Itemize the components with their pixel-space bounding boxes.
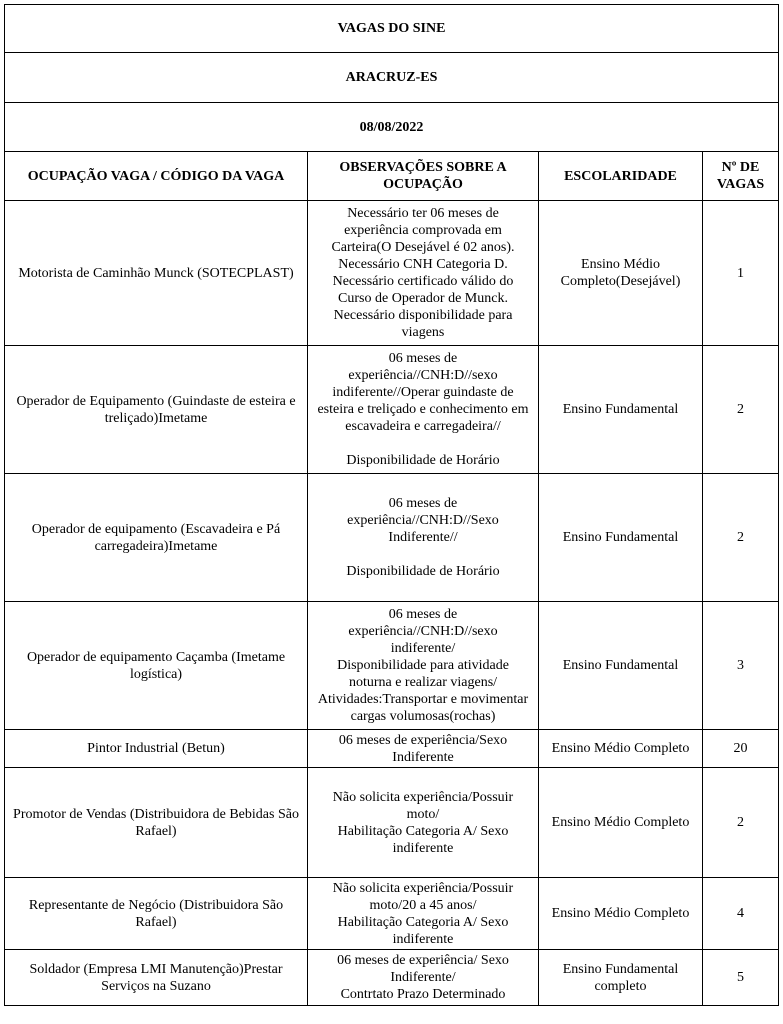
education-cell: Ensino Médio Completo	[539, 878, 703, 950]
table-row	[5, 602, 779, 730]
sheet-title: VAGAS DO SINE	[5, 5, 779, 53]
notes-cell: Não solicita experiência/Possuir moto/ Habilitação Categoria A/ Sexo indiferente	[308, 768, 539, 878]
education-cell: Ensino Fundamental	[539, 602, 703, 730]
job-vacancies-table	[4, 4, 779, 1006]
occupation-cell: Motorista de Caminhão Munck (SOTECPLAST)	[5, 201, 308, 346]
table-row	[5, 346, 779, 474]
table-row	[5, 730, 779, 768]
count-cell: 2	[703, 768, 779, 878]
date-heading: 08/08/2022	[5, 103, 779, 152]
count-cell: 2	[703, 474, 779, 602]
notes-cell: 06 meses de experiência//CNH:D//sexo indiferente/ Disponibilidade para atividade noturna e realizar viagens/ Atividades:Transportar e movimentar cargas volumosas(rochas)	[308, 602, 539, 730]
notes-cell: 06 meses de experiência//CNH:D//Sexo Indiferente// Disponibilidade de Horário	[308, 474, 539, 602]
occupation-cell: Soldador (Empresa LMI Manutenção)Prestar Serviços na Suzano	[5, 950, 308, 1006]
count-cell: 20	[703, 730, 779, 768]
notes-cell: 06 meses de experiência/Sexo Indiferente	[308, 730, 539, 768]
education-cell: Ensino Médio Completo	[539, 730, 703, 768]
education-cell: Ensino Médio Completo(Desejável)	[539, 201, 703, 346]
education-cell: Ensino Fundamental	[539, 474, 703, 602]
occupation-cell: Operador de equipamento (Escavadeira e Pá carregadeira)Imetame	[5, 474, 308, 602]
education-cell: Ensino Médio Completo	[539, 768, 703, 878]
header-education: ESCOLARIDADE	[539, 152, 703, 201]
education-cell: Ensino Fundamental	[539, 346, 703, 474]
table-row	[5, 950, 779, 1006]
header-occupation: OCUPAÇÃO VAGA / CÓDIGO DA VAGA	[5, 152, 308, 201]
notes-cell: 06 meses de experiência//CNH:D//sexo indiferente//Operar guindaste de esteira e treliçado e conhecimento em escavadeira e carregadeira// Disponibilidade de Horário	[308, 346, 539, 474]
header-count: Nº DE VAGAS	[703, 152, 779, 201]
city-heading: ARACRUZ-ES	[5, 53, 779, 103]
header-notes: OBSERVAÇÕES SOBRE A OCUPAÇÃO	[308, 152, 539, 201]
occupation-cell: Representante de Negócio (Distribuidora São Rafael)	[5, 878, 308, 950]
notes-cell: 06 meses de experiência/ Sexo Indiferente/ Contrtato Prazo Determinado	[308, 950, 539, 1006]
table-row	[5, 474, 779, 602]
occupation-cell: Operador de Equipamento (Guindaste de esteira e treliçado)Imetame	[5, 346, 308, 474]
count-cell: 1	[703, 201, 779, 346]
table-row	[5, 768, 779, 878]
notes-cell: Necessário ter 06 meses de experiência comprovada em Carteira(O Desejável é 02 anos). Necessário CNH Categoria D. Necessário certificado válido do Curso de Operador de Munck. Necessário disponibilidade para viagens	[308, 201, 539, 346]
count-cell: 3	[703, 602, 779, 730]
count-cell: 5	[703, 950, 779, 1006]
table-row	[5, 201, 779, 346]
count-cell: 4	[703, 878, 779, 950]
occupation-cell: Operador de equipamento Caçamba (Imetame logística)	[5, 602, 308, 730]
table-row	[5, 878, 779, 950]
education-cell: Ensino Fundamental completo	[539, 950, 703, 1006]
occupation-cell: Pintor Industrial (Betun)	[5, 730, 308, 768]
occupation-cell: Promotor de Vendas (Distribuidora de Bebidas São Rafael)	[5, 768, 308, 878]
notes-cell: Não solicita experiência/Possuir moto/20 a 45 anos/ Habilitação Categoria A/ Sexo indiferente	[308, 878, 539, 950]
count-cell: 2	[703, 346, 779, 474]
